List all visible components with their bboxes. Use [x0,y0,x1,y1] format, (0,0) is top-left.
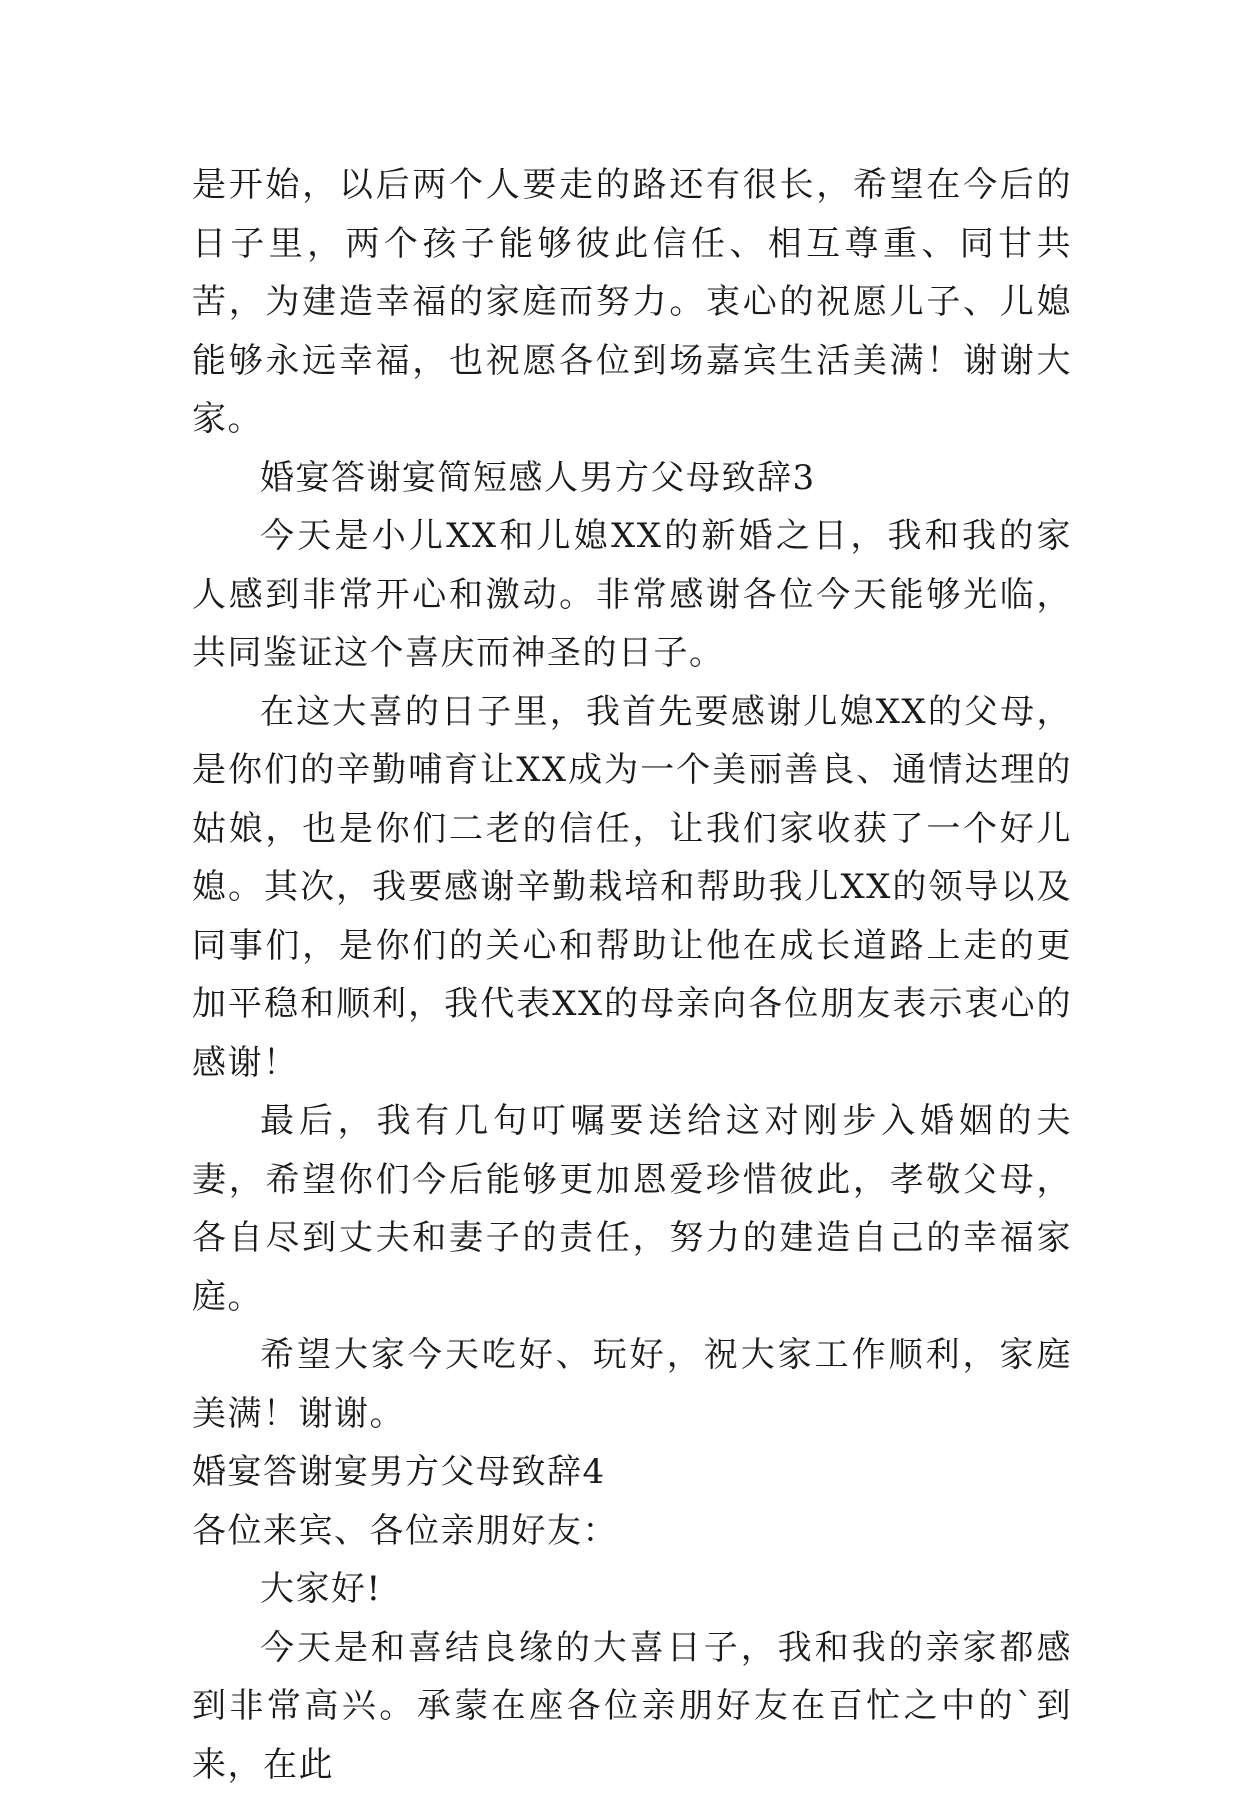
section-heading-3: 婚宴答谢宴简短感人男方父母致辞3 [192,449,1072,508]
paragraph-continuation: 是开始，以后两个人要走的路还有很长，希望在今后的日子里，两个孩子能够彼此信任、相互尊重、同甘共苦，为建造幸福的家庭而努力。衷心的祝愿儿子、儿媳能够永远幸福，也祝愿各位到场嘉宾生活美满！谢谢大家。 [192,156,1072,449]
section-heading-4: 婚宴答谢宴男方父母致辞4 [192,1443,1072,1502]
paragraph: 今天是和喜结良缘的大喜日子，我和我的亲家都感到非常高兴。承蒙在座各位亲朋好友在百忙之中的`到来，在此 [192,1619,1072,1794]
paragraph: 今天是小儿XX和儿媳XX的新婚之日，我和我的家人感到非常开心和激动。非常感谢各位今天能够光临，共同鉴证这个喜庆而神圣的日子。 [192,507,1072,683]
paragraph: 希望大家今天吃好、玩好，祝大家工作顺利，家庭美满！谢谢。 [192,1326,1072,1443]
paragraph: 在这大喜的日子里，我首先要感谢儿媳XX的父母，是你们的辛勤哺育让XX成为一个美丽善良、通情达理的姑娘，也是你们二老的信任，让我们家收获了一个好儿媳。其次，我要感谢辛勤栽培和帮助我儿XX的领导以及同事们，是你们的关心和帮助让他在成长道路上走的更加平稳和顺利，我代表XX的母亲向各位朋友表示衷心的感谢！ [192,683,1072,1093]
salutation: 各位来宾、各位亲朋好友： [192,1502,1072,1561]
greeting: 大家好! [192,1560,1072,1619]
paragraph: 最后，我有几句叮嘱要送给这对刚步入婚姻的夫妻，希望你们今后能够更加恩爱珍惜彼此，孝敬父母，各自尽到丈夫和妻子的责任，努力的建造自己的幸福家庭。 [192,1092,1072,1326]
document-body [192,156,1072,1794]
